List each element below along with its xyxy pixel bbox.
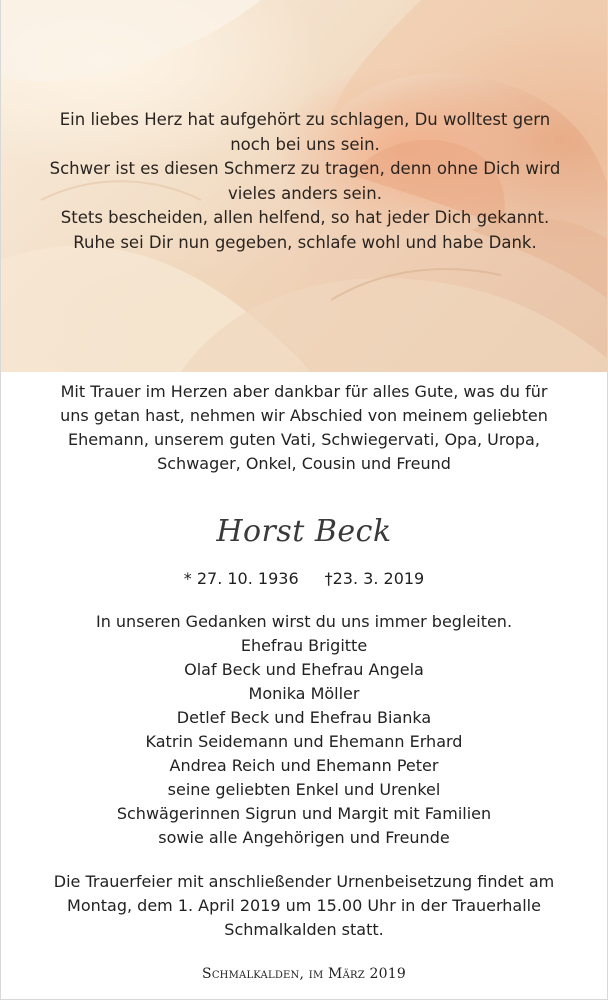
- memorial-verse: [1, 108, 607, 255]
- funeral-service-info: [1, 870, 607, 942]
- birth-date: * 27. 10. 1936: [183, 569, 299, 588]
- mourner-line: In unseren Gedanken wirst du uns immer begleiten.: [95, 612, 513, 631]
- verse-line: Ruhe sei Dir nun gegeben, schlafe wohl und habe Dank.: [73, 232, 537, 252]
- deceased-name: Horst Beck: [216, 514, 392, 549]
- mourner-line: Monika Möller: [248, 684, 360, 703]
- mourner-line: Andrea Reich und Ehemann Peter: [169, 756, 439, 775]
- mourners-list: [1, 610, 607, 850]
- mourner-line: seine geliebten Enkel und Urenkel: [167, 780, 441, 799]
- verse-line: Stets bescheiden, allen helfend, so hat jeder Dich gekannt.: [60, 208, 550, 227]
- mourner-line: Olaf Beck und Ehefrau Angela: [184, 660, 424, 679]
- verse-line: Schwer ist es diesen Schmerz zu tragen, denn ohne Dich wird: [49, 159, 561, 178]
- farewell-line: Schwager, Onkel, Cousin und Freund: [157, 454, 451, 473]
- mourner-line: Katrin Seidemann und Ehemann Erhard: [145, 732, 463, 751]
- death-date: †23. 3. 2019: [324, 569, 425, 588]
- life-dates: [1, 568, 607, 590]
- place-and-date: Schmalkalden, im März 2019: [202, 966, 406, 982]
- obituary-body: [1, 380, 607, 984]
- mourner-line: Ehefrau Brigitte: [240, 636, 368, 655]
- farewell-line: uns getan hast, nehmen wir Abschied von meinem geliebten: [60, 406, 548, 425]
- farewell-line: Mit Trauer im Herzen aber dankbar für alles Gute, was du für: [60, 382, 548, 401]
- service-line: Montag, dem 1. April 2019 um 15.00 Uhr in der Trauerhalle: [67, 896, 541, 915]
- farewell-line: Ehemann, unserem guten Vati, Schwiegervati, Opa, Uropa,: [68, 430, 540, 449]
- service-line: Schmalkalden statt.: [224, 920, 384, 939]
- farewell-paragraph: [1, 380, 607, 476]
- mourner-line: Detlef Beck und Ehefrau Bianka: [176, 708, 432, 727]
- mourner-line: Schwägerinnen Sigrun und Margit mit Familien: [116, 804, 492, 823]
- mourner-line: sowie alle Angehörigen und Freunde: [158, 828, 450, 847]
- verse-line: noch bei uns sein.: [230, 134, 380, 154]
- verse-line: vieles anders sein.: [228, 183, 382, 203]
- verse-line: Ein liebes Herz hat aufgehört zu schlagen, Du wolltest gern: [59, 110, 551, 129]
- service-line: Die Trauerfeier mit anschließender Urnenbeisetzung findet am: [53, 872, 555, 891]
- rose-background-image: [1, 0, 607, 372]
